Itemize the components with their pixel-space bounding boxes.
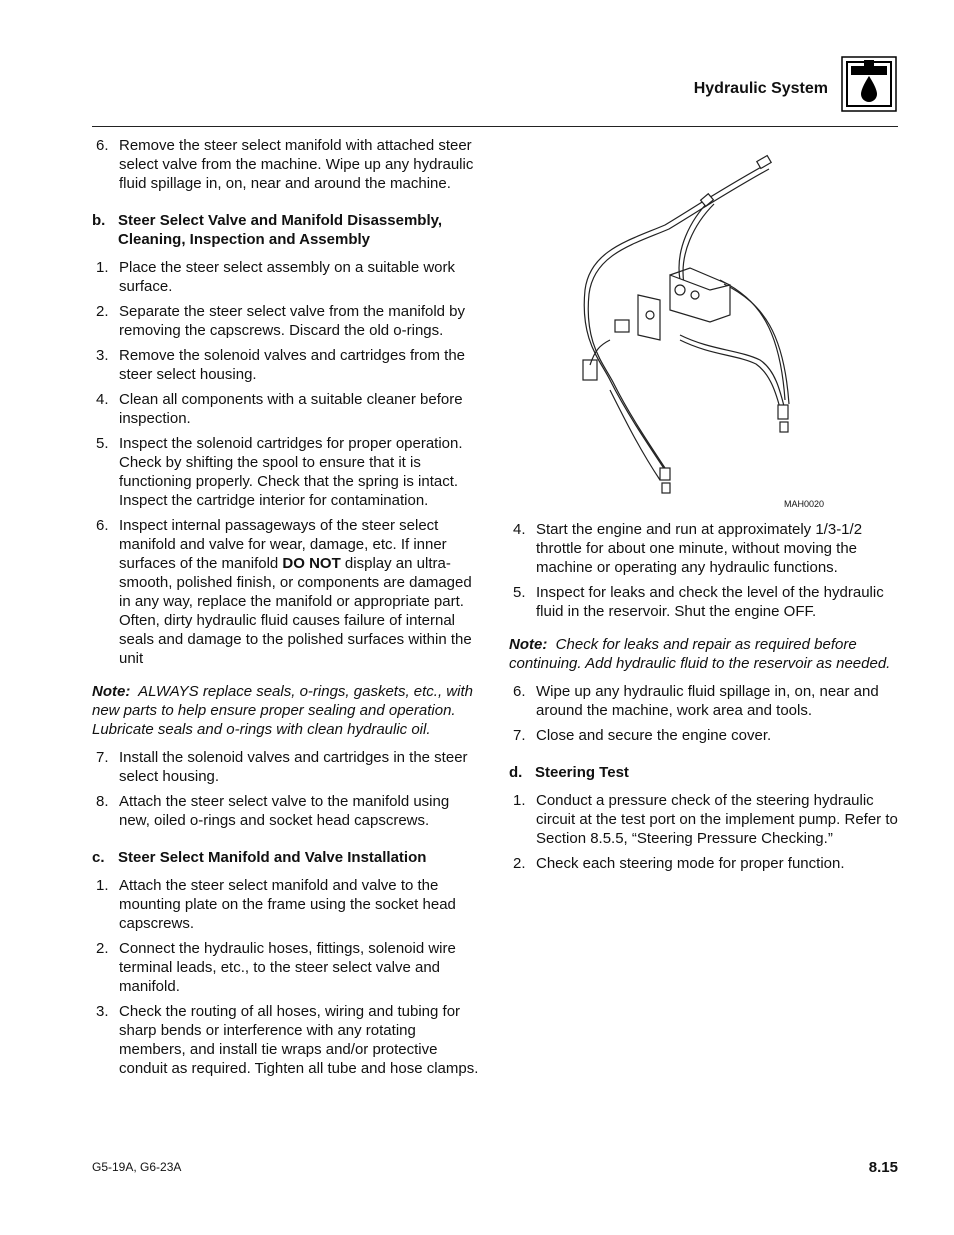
section-heading-d: d. Steering Test: [509, 764, 629, 781]
list-item: 7. Close and secure the engine cover.: [513, 727, 772, 744]
list-item: 6. Inspect internal passageways of the steer select manifold and valve for wear, damage, etc. If inner surfaces of the manifold DO NOT display an ultra-smooth, polished finish, or components are damaged in any way, replace the manifold or appropriate part. Often, dirty hydraulic fluid causes failure of internal seals and damage to the polished surfaces within the unit: [96, 517, 472, 667]
list-item: 1. Place the steer select assembly on a suitable work surface.: [96, 259, 455, 295]
figure-code: MAH0020: [784, 499, 825, 509]
list-item: 2. Separate the steer select valve from the manifold by removing the capscrews. Discard the old o-rings.: [96, 303, 466, 339]
left-column: [92, 136, 482, 1084]
footer-models: G5-19A, G6-23A: [92, 1160, 182, 1174]
list-item: 4. Start the engine and run at approximately 1/3-1/2 throttle for about one minute, without moving the machine or operating any hydraulic functions.: [513, 521, 863, 576]
list-item: 1. Attach the steer select manifold and valve to the mounting plate on the frame using the socket head capscrews.: [96, 877, 456, 932]
section-heading-c: c. Steer Select Manifold and Valve Installation: [92, 849, 427, 866]
list-item: 6. Wipe up any hydraulic fluid spillage in, on, near and around the machine, work area and tools.: [513, 683, 879, 719]
steer-select-manifold-illustration: [570, 150, 840, 515]
note-seals: Note: ALWAYS replace seals, o-rings, gaskets, etc., with new parts to help ensure proper sealing and operation. Lubricate seals and o-rings with clean hydraulic oil.: [92, 683, 473, 738]
list-item: 1. Conduct a pressure check of the steering hydraulic circuit at the test port on the implement pump. Refer to Section 8.5.5, “Steering Pressure Checking.”: [513, 792, 898, 847]
list-item: 4. Clean all components with a suitable cleaner before inspection.: [96, 391, 463, 427]
page-number: 8.15: [868, 1159, 898, 1176]
emphasis-do-not: DO NOT: [282, 555, 341, 572]
list-item: 6. Remove the steer select manifold with attached steer select valve from the machine. Wipe up any hydraulic fluid spillage in, on, near and around the machine.: [96, 137, 474, 192]
list-item: 5. Inspect the solenoid cartridges for proper operation. Check by shifting the spool to ensure that it is functioning properly. Check that the spring is intact. Inspect the cartridge interior for contamination.: [96, 435, 463, 509]
note-leaks: Note: Check for leaks and repair as required before continuing. Add hydraulic fluid to the reservoir as needed.: [509, 636, 891, 672]
section-header-title: Hydraulic System: [693, 80, 828, 97]
list-item: 2. Connect the hydraulic hoses, fittings, solenoid wire terminal leads, etc., to the steer select valve and manifold.: [96, 940, 456, 995]
list-item: 3. Remove the solenoid valves and cartridges from the steer select housing.: [96, 347, 466, 383]
list-item: 5. Inspect for leaks and check the level of the hydraulic fluid in the reservoir. Shut the engine OFF.: [513, 584, 884, 620]
list-item: 8. Attach the steer select valve to the manifold using new, oiled o-rings and socket head capscrews.: [96, 793, 450, 829]
list-item: 7. Install the solenoid valves and cartridges in the steer select housing.: [96, 749, 468, 785]
section-heading-b: b. Steer Select Valve and Manifold Disassembly, Cleaning, Inspection and Assembly: [92, 212, 443, 248]
right-column: [509, 520, 899, 879]
header-rule: [92, 126, 898, 127]
list-item: 3. Check the routing of all hoses, wiring and tubing for sharp bends or interference with any rotating members, and install tie wraps and/or protective conduit as required. Tighten all tube and hose clamps.: [96, 1003, 479, 1077]
list-item: 2. Check each steering mode for proper function.: [513, 855, 845, 872]
hydraulic-oil-drop-icon: [841, 56, 897, 112]
